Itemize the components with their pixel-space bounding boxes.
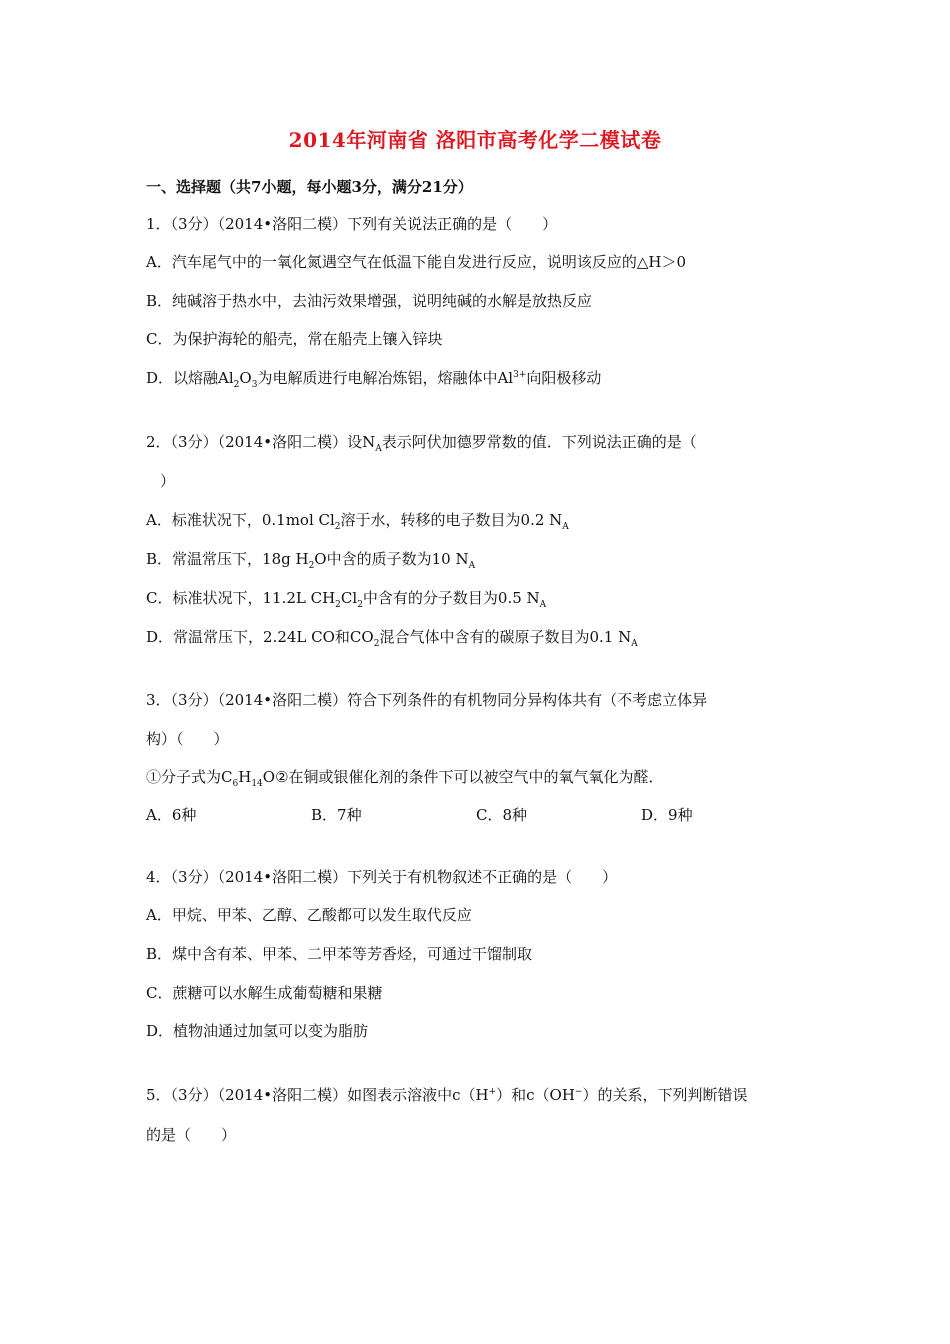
question-1-stem: 1．（3分）（2014•洛阳二模）下列有关说法正确的是（ ） — [146, 215, 558, 233]
question-3-stem: 3．（3分）（2014•洛阳二模）符合下列条件的有机物同分异构体共有（不考虑立体异 — [146, 691, 708, 709]
question-2-stem-continued: ） — [160, 472, 176, 490]
question-3-option-c: C．8种 — [476, 806, 528, 824]
question-2-option-d: D．常温常压下，2.24L CO和$CO_2$混合气体中含有的碳原子数目为0.1 $N_A$ — [146, 628, 638, 649]
question-3-options — [146, 804, 806, 825]
question-4-stem: 4．（3分）（2014•洛阳二模）下列关于有机物叙述不正确的是（ ） — [146, 868, 618, 886]
question-2-stem: 2．（3分）（2014•洛阳二模）设$N_A$表示阿伏加德罗常数的值．下列说法正确的是（ — [146, 433, 697, 454]
question-3-conditions: ①分子式为$C_6H_{14}O②$在铜或银催化剂的条件下可以被空气中的氧气氧化为醛． — [146, 768, 664, 789]
page-title: 2014年河南省 洛阳市高考化学二模试卷 — [288, 128, 662, 152]
section-heading: 一、选择题（共7小题，每小题3分，满分21分） — [146, 178, 473, 196]
question-5-stem: 5．（3分）（2014•洛阳二模）如图表示溶液中c（H+）和c（OH−）的关系，下列判断错误 — [146, 1086, 748, 1104]
question-1-option-a: A．汽车尾气中的一氧化氮遇空气在低温下能自发进行反应，说明该反应的△H＞0 — [146, 253, 686, 271]
question-2-option-b: B．常温常压下，18g $H_2O$中含的质子数为10 $N_A$ — [146, 550, 476, 571]
question-2-option-a: A．标准状况下，0.1mol $Cl_2$溶于水，转移的电子数目为0.2 $N_A$ — [146, 511, 569, 532]
question-1-option-d: D．以熔融$Al_2O_3$为电解质进行电解冶炼铝，熔融体中$Al^{3+}$向阳极移动 — [146, 369, 602, 390]
question-4-option-d: D．植物油通过加氢可以变为脂肪 — [146, 1022, 369, 1040]
question-2-option-c: C．标准状况下，11.2L $CH_2Cl_2$中含有的分子数目为0.5 $N_A$ — [146, 589, 547, 610]
question-5-stem-continued: 的是（ ） — [146, 1126, 237, 1144]
question-3-stem-continued: 构）（ ） — [146, 730, 229, 748]
question-4-option-c: C．蔗糖可以水解生成葡萄糖和果糖 — [146, 984, 383, 1002]
question-3-option-b: B．7种 — [311, 806, 362, 824]
question-3-option-a: A．6种 — [146, 806, 197, 824]
question-1-option-b: B．纯碱溶于热水中，去油污效果增强，说明纯碱的水解是放热反应 — [146, 292, 593, 310]
question-4-option-b: B．煤中含有苯、甲苯、二甲苯等芳香烃，可通过干馏制取 — [146, 945, 533, 963]
question-1-option-c: C．为保护海轮的船壳，常在船壳上镶入锌块 — [146, 330, 443, 348]
question-4-option-a: A．甲烷、甲苯、乙醇、乙酸都可以发生取代反应 — [146, 906, 472, 924]
question-3-option-d: D．9种 — [641, 806, 693, 824]
